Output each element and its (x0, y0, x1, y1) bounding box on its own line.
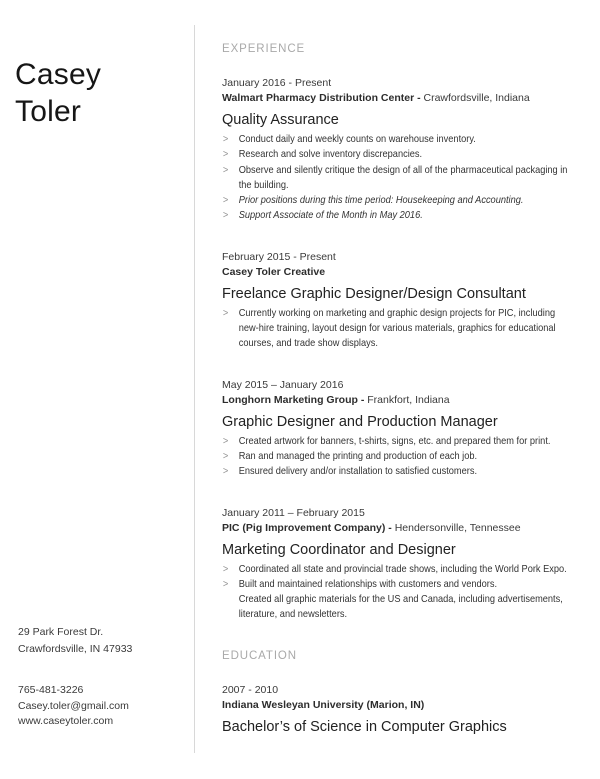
address-line-1: 29 Park Forest Dr. (18, 626, 104, 638)
job-bullet-list (222, 562, 574, 623)
bullet-item (222, 577, 574, 592)
company-location: Crawfordsville, Indiana (423, 92, 530, 104)
school-name: Indiana Wesleyan University (Marion, IN) (222, 698, 425, 711)
job-dates: January 2011 – February 2015 (222, 506, 365, 519)
job-company-line (222, 521, 574, 536)
education-section-title: EDUCATION (222, 649, 297, 662)
job-dates: January 2016 - Present (222, 77, 332, 89)
company-name: Casey Toler Creative (222, 265, 326, 278)
bullet-text: Coordinated all state and provincial trade shows, including the World Pork Expo. (238, 562, 567, 575)
job-title: Freelance Graphic Designer/Design Consultant (222, 285, 526, 302)
name-line-1: Casey (15, 58, 102, 91)
company-name: PIC (Pig Improvement Company) - (222, 521, 395, 534)
job-bullet-list (222, 434, 574, 480)
bullet-marker-icon: > (222, 434, 229, 447)
bullet-item (222, 464, 574, 479)
address-line-2: Crawfordsville, IN 47933 (18, 643, 133, 655)
bullet-text: Ensured delivery and/or installation to satisfied customers. (238, 465, 478, 478)
bullet-item (222, 132, 574, 147)
bullet-text: Ran and managed the printing and production of each job. (238, 449, 478, 462)
bullet-item (222, 163, 574, 194)
bullet-item (222, 434, 574, 449)
company-name: Longhorn Marketing Group - (222, 393, 368, 406)
email-address: Casey.toler@gmail.com (18, 699, 129, 712)
bullet-item-unmarked (222, 592, 574, 623)
education-entry (222, 683, 574, 737)
bullet-text: Currently working on marketing and graphic design projects for PIC, including new-hire training, layout design for various materials, graphics for educational courses, and trade show displays. (238, 306, 556, 350)
job-bullet-list (222, 132, 574, 224)
job-entry-pic (222, 506, 574, 623)
bullet-marker-icon: > (222, 148, 229, 161)
bullet-item (222, 147, 574, 162)
bullet-marker-icon: > (222, 449, 229, 462)
bullet-marker-icon: > (222, 465, 229, 478)
contact-block (18, 624, 132, 730)
job-company-line (222, 91, 574, 106)
job-title: Graphic Designer and Production Manager (222, 413, 498, 430)
vertical-divider (194, 25, 195, 753)
bullet-text: Research and solve inventory discrepancies. (238, 148, 423, 161)
job-entry-walmart (222, 76, 574, 224)
job-entry-casey-toler-creative (222, 250, 574, 352)
bullet-marker-icon: > (222, 209, 229, 222)
experience-section-title: EXPERIENCE (222, 43, 306, 55)
job-company-line (222, 393, 574, 408)
job-title: Quality Assurance (222, 112, 339, 128)
bullet-item (222, 562, 574, 577)
main-content (222, 42, 574, 737)
company-name: Walmart Pharmacy Distribution Center - (222, 92, 424, 104)
education-dates: 2007 - 2010 (222, 683, 279, 696)
bullet-item (222, 208, 574, 223)
bullet-text: Observe and silently critique the design of all of the pharmaceutical packaging in the building. (238, 163, 568, 191)
job-company-line (222, 265, 574, 280)
bullet-marker-icon: > (222, 562, 229, 575)
bullet-text: Conduct daily and weekly counts on warehouse inventory. (238, 133, 476, 145)
bullet-item (222, 193, 574, 208)
bullet-marker-icon: > (222, 163, 229, 176)
education-school-line (222, 698, 574, 713)
bullet-marker-icon: > (222, 577, 229, 590)
bullet-text: Prior positions during this time period: Housekeeping and Accounting. (238, 194, 524, 207)
phone-number: 765-481-3226 (18, 684, 84, 696)
bullet-marker-icon: > (222, 194, 229, 207)
sidebar (0, 0, 194, 779)
company-location: Hendersonville, Tennessee (394, 521, 521, 534)
bullet-text: Created all graphic materials for the US and Canada, including advertisements, literature, and newsletters. (238, 593, 563, 621)
bullet-item (222, 306, 574, 352)
bullet-text: Support Associate of the Month in May 2016. (238, 209, 423, 222)
job-title: Marketing Coordinator and Designer (222, 541, 456, 558)
bullet-text: Created artwork for banners, t-shirts, signs, etc. and prepared them for print. (238, 434, 551, 447)
bullet-marker-icon: > (222, 133, 229, 145)
website-url: www.caseytoler.com (18, 715, 114, 727)
job-dates: May 2015 – January 2016 (222, 378, 344, 391)
job-bullet-list (222, 306, 574, 352)
job-dates: February 2015 - Present (222, 250, 336, 263)
name-line-2: Toler (15, 95, 82, 128)
bullet-text: Built and maintained relationships with customers and vendors. (238, 577, 498, 590)
company-location: Frankfort, Indiana (367, 393, 450, 406)
job-entry-longhorn (222, 378, 574, 480)
bullet-marker-icon: > (222, 306, 229, 319)
degree-title: Bachelor’s of Science in Computer Graphics (222, 718, 507, 735)
candidate-name (15, 56, 101, 130)
bullet-item (222, 449, 574, 464)
address-block (18, 624, 132, 658)
contact-lines (18, 683, 132, 730)
